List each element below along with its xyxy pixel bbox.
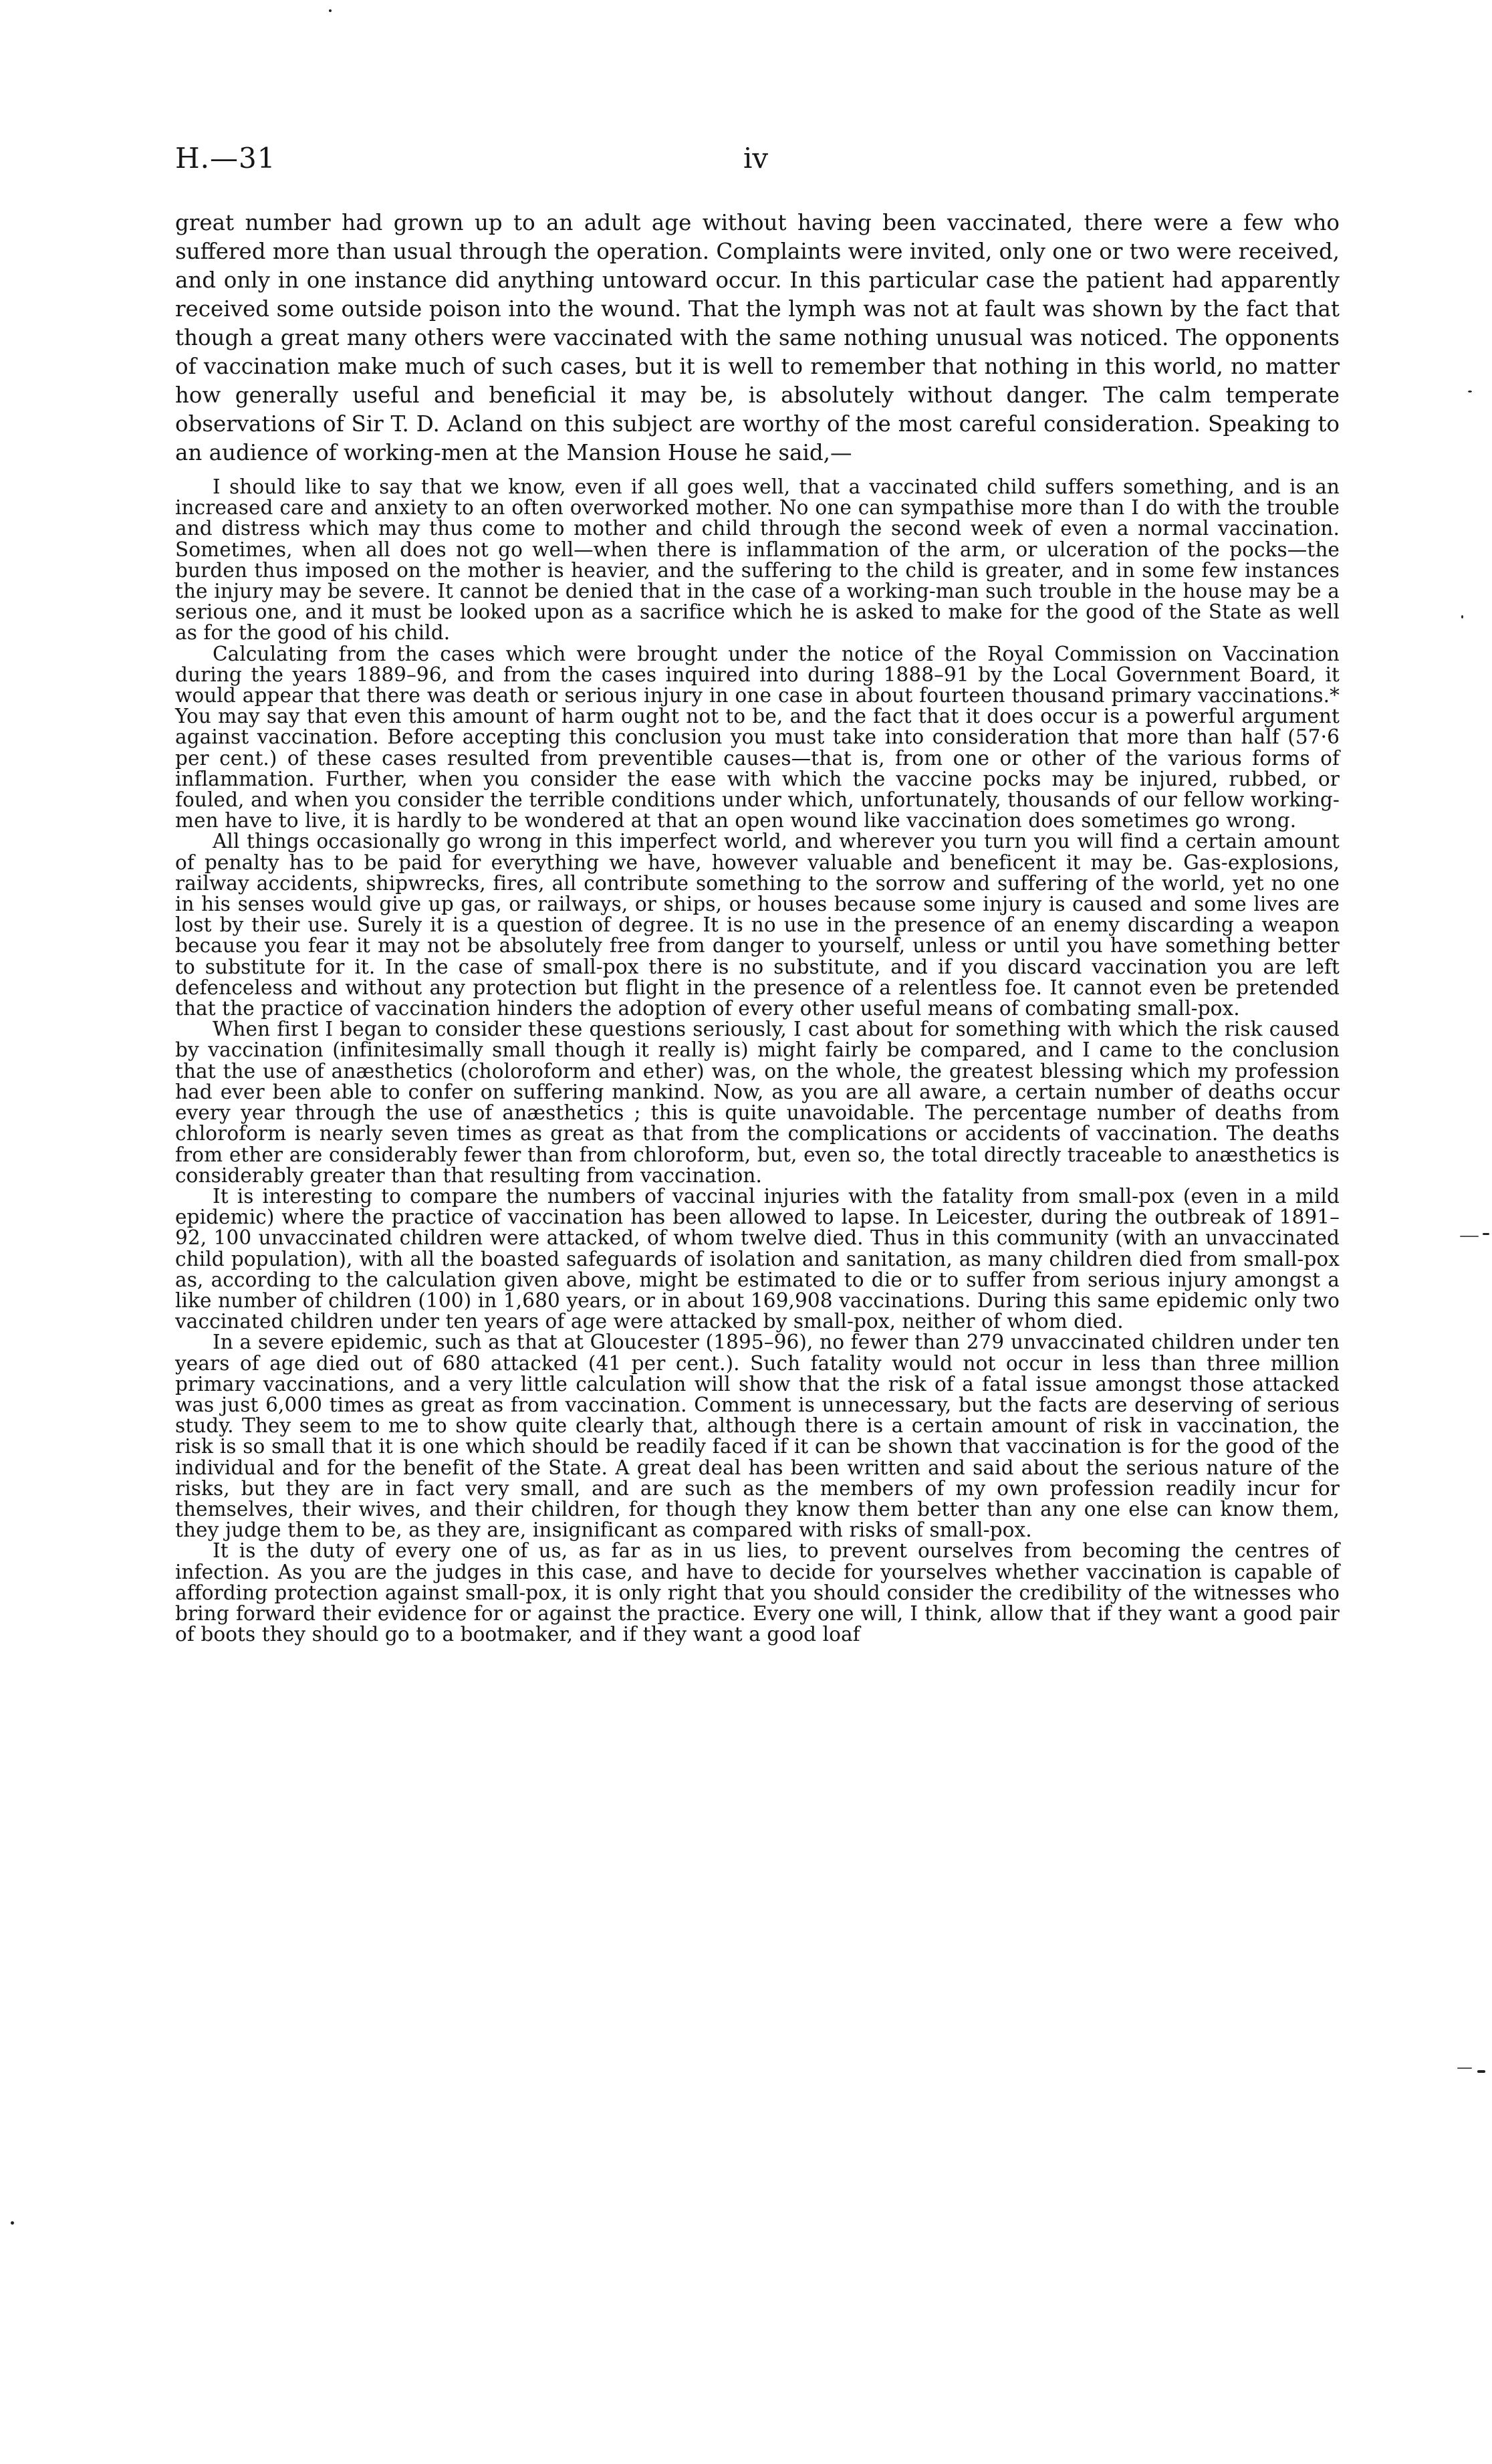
scan-speck <box>11 2221 14 2225</box>
quote-paragraph-1: I should like to say that we know, even if all goes well, that a vaccinated child suffers something, and is an increased care and anxiety to an often overworked mother. No one can sympathise more than I do with the trouble and distress which may thus come to mother and child through the second week of even a normal vaccination. Sometimes, when all does not go well—when there is inflammation of the arm, or ulceration of the pocks—the burden thus imposed on the mother is heavier, and the suffering to the child is greater, and in some few instances the injury may be severe. It cannot be denied that in the case of a working-man such trouble in the house may be a serious one, and it must be looked upon as a sacrifice which he is asked to make for the good of the State as well as for the good of his child. <box>175 475 1340 645</box>
quote-paragraph-7: It is the duty of every one of us, as far as in us lies, to prevent ourselves from becoming the centres of infection. As you are the judges in this case, and have to decide for yourselves whether vaccination is capable of affording protection against small-pox, it is only right that you should consider the credibility of the witnesses who bring forward their evidence for or against the practice. Every one will, I think, allow that if they want a good pair of boots they should go to a bootmaker, and if they want a good loaf <box>175 1539 1340 1646</box>
scan-speck <box>1461 615 1463 619</box>
quote-paragraph-2: Calculating from the cases which were brought under the notice of the Royal Commission on Vaccination during the years 1889–96, and from the cases inquired into during 1888–91 by the Local Government Board, it would appear that there was death or serious injury in one case in about fourteen thousand primary vaccinations.* You may say that even this amount of harm ought not to be, and the fact that it does occur is a powerful argument against vaccination. Before accepting this conclusion you must take into consideration that more than half (57·6 per cent.) of these cases resulted from preventible causes—that is, from one or other of the various forms of inflammation. Further, when you consider the ease with which the vaccine pocks may be injured, rubbed, or fouled, and when you consider the terrible conditions under which, unfortunately, thousands of our fellow working-men have to live, it is hardly to be wondered at that an open wound like vaccination does sometimes go wrong. <box>175 642 1340 832</box>
scan-speck <box>1460 1236 1479 1237</box>
scan-speck <box>1457 2067 1472 2069</box>
scan-speck <box>329 9 332 12</box>
quoted-speech <box>175 477 1340 1645</box>
quote-paragraph-5: It is interesting to compare the numbers of vaccinal injuries with the fatality from small-pox (even in a mild epidemic) where the practice of vaccination has been allowed to lapse. In Leicester, during the outbreak of 1891–92, 100 unvaccinated children were attacked, of whom twelve died. Thus in this community (with an unvaccinated child population), with all the boasted safeguards of isolation and sanitation, as many children died from small-pox as, according to the calculation given above, might be estimated to die or to suffer from serious injury amongst a like number of children (100) in 1,680 years, or in about 169,908 vaccinations. During this same epidemic only two vaccinated children under ten years of age were attacked by small-pox, neither of whom died. <box>175 1184 1340 1333</box>
quote-paragraph-3: All things occasionally go wrong in this imperfect world, and wherever you turn you will find a certain amount of penalty has to be paid for everything we have, however valuable and beneficent it may be. Gas-explosions, railway accidents, shipwrecks, fires, all contribute something to the sorrow and suffering of the world, yet no one in his senses would give up gas, or railways, or ships, or houses because some injury is caused and some lives are lost by their use. Surely it is a question of degree. It is no use in the presence of an enemy discarding a weapon because you fear it may not be absolutely free from danger to yourself, unless or until you have something better to substitute for it. In the case of small-pox there is no substitute, and if you discard vaccination you are left defenceless and without any protection but flight in the presence of a relentless foe. It cannot even be pretended that the practice of vaccination hinders the adoption of every other useful means of combating small-pox. <box>175 830 1340 1020</box>
quote-paragraph-4: When first I began to consider these questions seriously, I cast about for something with which the risk caused by vaccination (infinitesimally small though it really is) might fairly be compared, and I came to the conclusion that the use of anæsthetics (choloroform and ether) was, on the whole, the greatest blessing which my profession had ever been able to confer on suffering mankind. Now, as you are all aware, a certain number of deaths occur every year through the use of anæsthetics ; this is quite unavoidable. The percentage number of deaths from chloroform is nearly seven times as great as that from the complications or accidents of vaccination. The deaths from ether are considerably fewer than from chloroform, but, even so, the total directly traceable to anæsthetics is considerably greater than that resulting from vaccination. <box>175 1018 1340 1187</box>
page-number: iv <box>743 142 769 175</box>
page-header <box>175 142 1344 182</box>
scan-speck <box>1468 390 1472 393</box>
intro-paragraph: great number had grown up to an adult age without having been vaccinated, there were a few who suffered more than usual through the operation. Complaints were invited, only one or two were received, and only in one instance did anything untoward occur. In this particular case the patient had apparently received some outside poison into the wound. That the lymph was not at fault was shown by the fact that though a great many others were vaccinated with the same nothing unusual was noticed. The opponents of vaccination make much of such cases, but it is well to remember that nothing in this world, no matter how generally useful and beneficial it may be, is absolutely without danger. The calm temperate observations of Sir T. D. Acland on this subject are worthy of the most careful consideration. Speaking to an audience of working-men at the Mansion House he said,— <box>175 210 1340 465</box>
intro-section <box>175 209 1340 467</box>
scan-speck <box>1483 1233 1489 1235</box>
body-text <box>175 209 1340 1645</box>
document-reference: H.—31 <box>175 142 276 175</box>
scan-speck <box>1477 2070 1485 2073</box>
quote-paragraph-6: In a severe epidemic, such as that at Gloucester (1895–96), no fewer than 279 unvaccinated children under ten years of age died out of 680 attacked (41 per cent.). Such fatality would not occur in less than three million primary vaccinations, and a very little calculation will show that the risk of a fatal issue amongst those attacked was just 6,000 times as great as from vaccination. Comment is unnecessary, but the facts are deserving of serious study. They seem to me to show quite clearly that, although there is a certain amount of risk in vaccination, the risk is so small that it is one which should be readily faced if it can be shown that vaccination is for the good of the individual and for the benefit of the State. A great deal has been written and said about the serious nature of the risks, but they are in fact very small, and are such as the members of my own profession readily incur for themselves, their wives, and their children, for though they know them better than any one else can know them, they judge them to be, as they are, insignificant as compared with risks of small-pox. <box>175 1331 1340 1542</box>
